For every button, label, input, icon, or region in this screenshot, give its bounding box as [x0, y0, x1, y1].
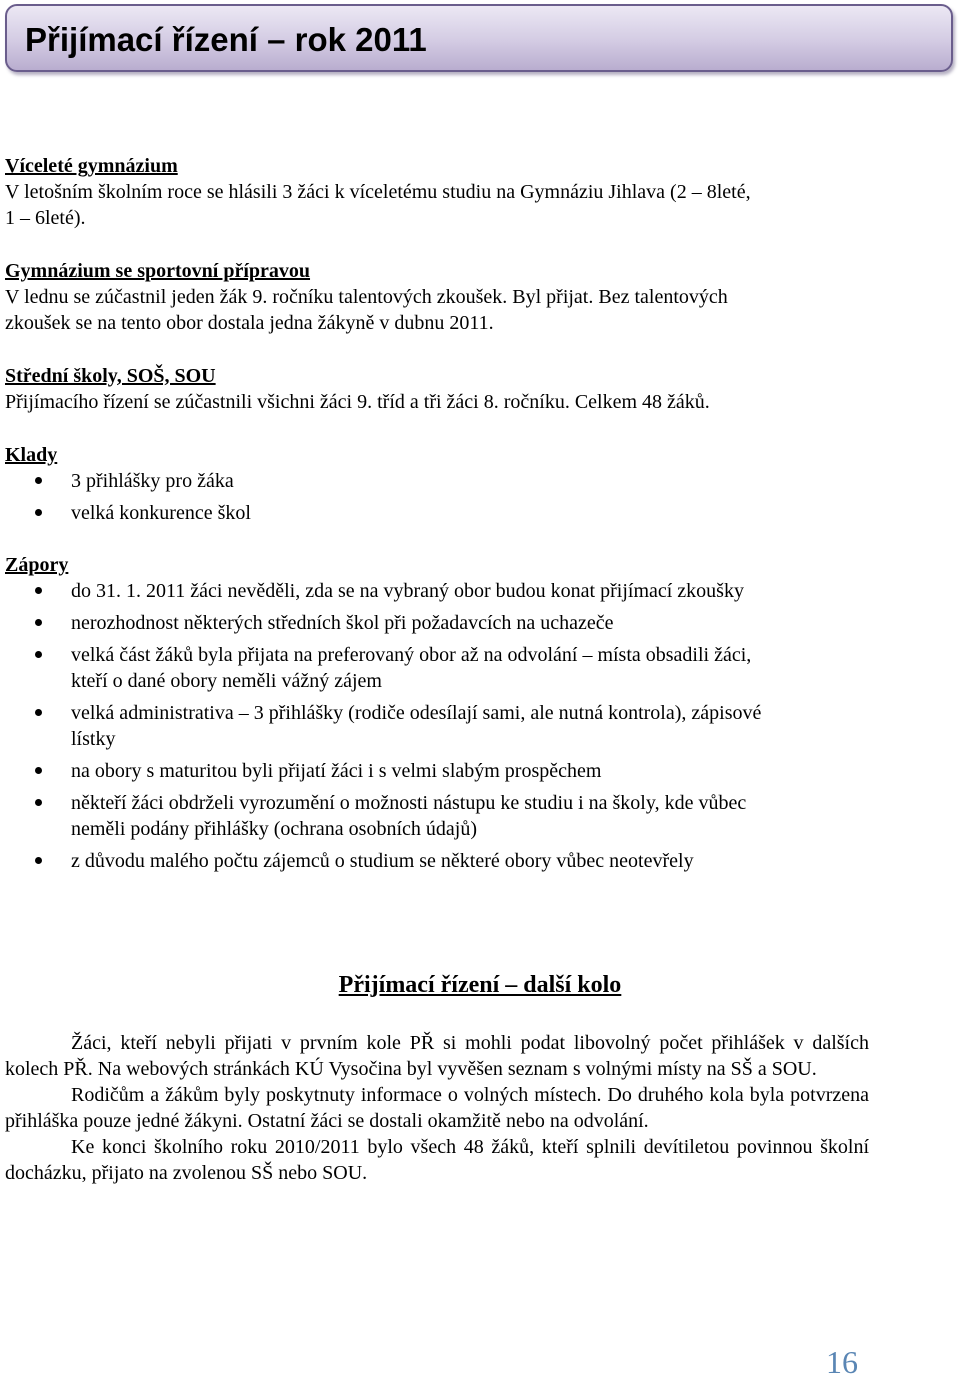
section-klady: [5, 442, 885, 532]
bullet-icon: [35, 509, 42, 516]
section-viceleta: [5, 153, 885, 231]
list-item: 3 přihlášky pro žáka: [5, 468, 885, 494]
list-item: velká administrativa – 3 přihlášky (rodiče odesílají sami, ale nutná kontrola), zápisové lístky: [5, 700, 885, 752]
heading-sportovni: Gymnázium se sportovní přípravou: [5, 260, 311, 282]
bullet-icon: [35, 587, 42, 594]
paragraph-1: Žáci, kteří nebyli přijati v prvním kole PŘ si mohli podat libovolný počet přihlášek v dalších kolech PŘ. Na webových stránkách KÚ Vysočina byl vyvěšen seznam s volnými místy na SŠ a SOU.: [5, 1032, 869, 1080]
bullet-icon: [35, 651, 42, 658]
list-item: velká část žáků byla přijata na preferovaný obor až na odvolání – místa obsadili žáci, kteří o dané obory neměli vážný zájem: [5, 642, 885, 694]
list-item: nerozhodnost některých středních škol při požadavcích na uchazeče: [5, 610, 885, 636]
heading-klady: Klady: [5, 444, 58, 466]
heading-zapory: Zápory: [5, 554, 69, 576]
bullet-icon: [35, 799, 42, 806]
heading-stredni: Střední školy, SOŠ, SOU: [5, 365, 216, 387]
section-dalsi-kolo-text: [5, 1030, 869, 1186]
section-stredni: [5, 363, 885, 415]
zapory-list: [5, 578, 885, 874]
section-zapory: [5, 552, 885, 880]
stredni-text-line1: Přijímacího řízení se zúčastnili všichni žáci 9. tříd a tři žáci 8. ročníku. Celkem 48 žáků.: [5, 391, 710, 413]
section-sportovni: [5, 258, 885, 336]
paragraph-2: Rodičům a žákům byly poskytnuty informace o volných místech. Do druhého kola byla potvrzena přihláška pouze jedné žákyni. Ostatní žáci se dostali okamžitě nebo na odvolání.: [5, 1084, 869, 1132]
bullet-icon: [35, 857, 42, 864]
page-number: 16: [826, 1344, 858, 1380]
list-item: velká konkurence škol: [5, 500, 885, 526]
list-item: do 31. 1. 2011 žáci nevěděli, zda se na vybraný obor budou konat přijímací zkoušky: [5, 578, 885, 604]
list-item: z důvodu malého počtu zájemců o studium se některé obory vůbec neotevřely: [5, 848, 885, 874]
bullet-icon: [35, 477, 42, 484]
paragraph-3: Ke konci školního roku 2010/2011 bylo všech 48 žáků, kteří splnili devítiletou povinnou školní docházku, přijato na zvolenou SŠ nebo SOU.: [5, 1136, 869, 1184]
bullet-icon: [35, 767, 42, 774]
heading-viceleta: Víceleté gymnázium: [5, 155, 178, 177]
section-title-dalsi-kolo: Přijímací řízení – další kolo: [338, 972, 622, 998]
sportovni-text-line1: V lednu se zúčastnil jeden žák 9. ročníku talentových zkoušek. Byl přijat. Bez talentových: [5, 286, 728, 308]
sportovni-text-line2: zkoušek se na tento obor dostala jedna žákyně v dubnu 2011.: [5, 312, 494, 334]
klady-list: [5, 468, 885, 526]
bullet-icon: [35, 619, 42, 626]
viceleta-text-line2: 1 – 6leté).: [5, 207, 86, 229]
list-item: někteří žáci obdrželi vyrozumění o možnosti nástupu ke studiu i na školy, kde vůbec neměli podány přihlášky (ochrana osobních údajů): [5, 790, 885, 842]
list-item: na obory s maturitou byli přijatí žáci i s velmi slabým prospěchem: [5, 758, 885, 784]
bullet-icon: [35, 709, 42, 716]
title-banner: [5, 4, 953, 72]
page-title: Přijímací řízení – rok 2011: [25, 21, 427, 58]
viceleta-text-line1: V letošním školním roce se hlásili 3 žáci k víceletému studiu na Gymnáziu Jihlava (2 – 8leté,: [5, 181, 751, 203]
